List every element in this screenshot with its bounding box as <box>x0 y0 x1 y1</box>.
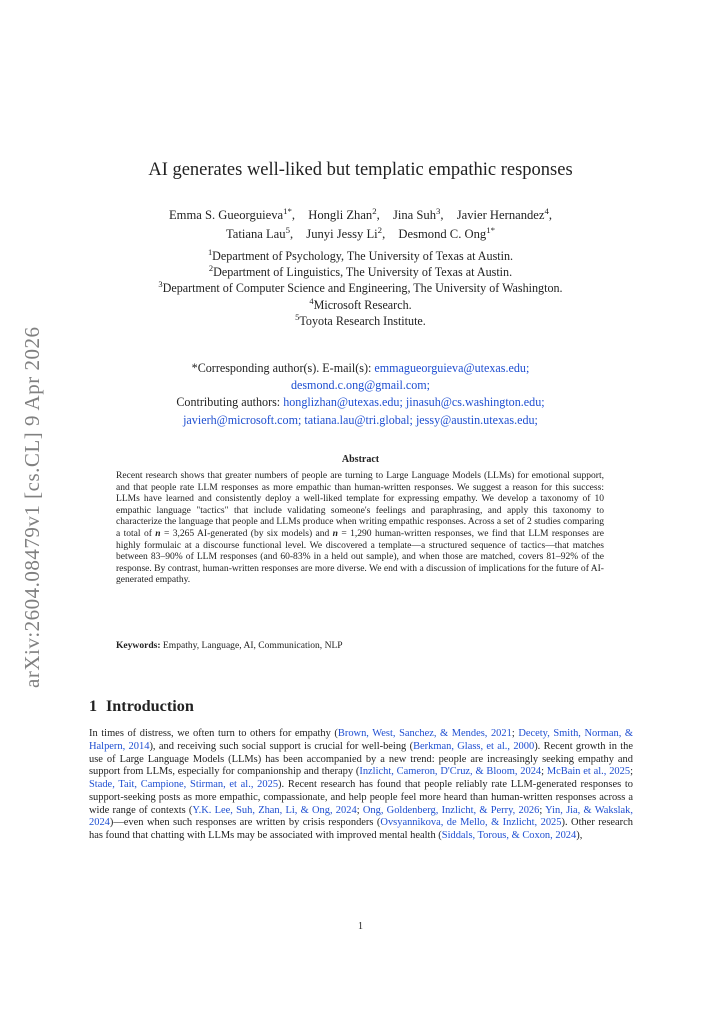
citation-link[interactable]: Yin, Jia, & Wakslak, 2024 <box>89 804 633 829</box>
email-link[interactable]: tatiana.lau@tri.global; <box>304 412 413 427</box>
abstract-heading: Abstract <box>341 454 380 465</box>
affiliation: $^2$Department of Linguistics, The University of Texas at Austin. <box>208 263 513 280</box>
affiliation: $^3$Department of Computer Science and Engineering, The University of Washington. <box>158 279 563 296</box>
citation-link[interactable]: Y.K. Lee, Suh, Zhan, Li, & Ong, 2024 <box>192 804 357 816</box>
citation-link[interactable]: Inzlicht, Cameron, D'Cruz, & Bloom, 2024 <box>359 766 542 778</box>
section-heading: 1 Introduction <box>89 697 194 715</box>
author: Jina Suh$^3$ <box>392 205 441 222</box>
author: Junyi Jessy Li$^2$ <box>306 224 383 241</box>
abstract-body: Recent research shows that greater numbers of people are turning to Large Language Models (LLMs) for emotional support, and that people rate LLM responses as more empathic than human-written responses. We suggest a reason for this success: LLMs have learned and consistently deploy a well-liked template for expressing empathy. We develop a taxonomy of 10 empathic language "tactics" that include validating someone's feelings and paraphrasing, and apply this taxonomy to characterize the language that people and LLMs produce when writing empathic responses. Across a set of 2 studies comparing a total of n = 3,265 AI-generated (by six models) and n = 1,290 human-written responses, we find that LLM responses are highly formulaic at a discourse functional level. We discovered a template—a structured sequence of tactics—that matches between 83–90% of LLM responses (and 60-83% in a held out sample), and when those are matched, covers 81–92% of the response. By contrast, human-written responses are more diverse. We end with a discussion of implications for the future of AI-generated empathy. <box>116 470 604 586</box>
citation-link[interactable]: Ovsyannikova, de Mello, & Inzlicht, 2025 <box>380 817 562 829</box>
corresponding-label: *Corresponding author(s). E-mail(s): <box>191 361 375 375</box>
author: Emma S. Gueorguieva$^{1*}$ <box>168 205 292 222</box>
author: Desmond C. Ong$^{1*}$ <box>398 224 496 241</box>
email-link[interactable]: jinasuh@cs.washington.edu; <box>405 395 545 410</box>
author: Tatiana Lau$^5$ <box>225 224 290 241</box>
email-link[interactable]: jessy@austin.utexas.edu; <box>415 412 538 427</box>
citation-link[interactable]: Decety, Smith, Norman, & Halpern, 2014 <box>89 728 633 752</box>
page-number: 1 <box>358 921 363 932</box>
keywords-label: Keywords: <box>116 640 161 651</box>
author: Javier Hernandez$^4$ <box>456 205 549 222</box>
authors <box>0 206 721 244</box>
authors-line-2: Tatiana Lau$^5$, Junyi Jessy Li$^2$, Desmond C. Ong$^{1*}$ <box>225 224 496 241</box>
citation-link[interactable]: Siddals, Torous, & Coxon, 2024 <box>441 830 577 841</box>
citation-link[interactable]: Ong, Goldenberg, Inzlicht, & Perry, 2026 <box>362 804 540 816</box>
affiliation: $^5$Toyota Research Institute. <box>295 311 426 328</box>
email-link[interactable]: emmagueorguieva@utexas.edu; <box>374 361 530 375</box>
paper-title: AI generates well-liked but templatic empathic responses <box>148 160 573 180</box>
intro-paragraph: In times of distress, we often turn to others for empathy (Brown, West, Sanchez, & Mendes, 2021; Decety, Smith, Norman, & Halpern, 2014), and receiving such social support is crucial for well-being (Berkman, Glass, et al., 2000). Recent growth in the use of Large Language Models (LLMs) has been accompanied by a new trend: people are increasingly seeking empathy and support from LLMs, especially for companionship and therapy (Inzlicht, Cameron, D'Cruz, & Bloom, 2024; McBain et al., 2025; Stade, Tait, Campione, Stirman, et al., 2025). Recent research has found that people reliably rate LLM-generated responses to support-seeking posts as more empathic, compassionate, and help people feel more heard than human-written responses across a wide range of contexts (Y.K. Lee, Suh, Zhan, Li, & Ong, 2024; Ong, Goldenberg, Inzlicht, & Perry, 2026; Yin, Jia, & Wakslak, 2024)—even when such responses are written by crisis responders (Ovsyannikova, de Mello, & Inzlicht, 2025). Other research has found that chatting with LLMs may be associated with improved mental health (Siddals, Torous, & Coxon, 2024), <box>89 728 634 841</box>
contributing-label: Contributing authors: <box>176 395 284 410</box>
authors-line-1: Emma S. Gueorguieva$^{1*}$, Hongli Zhan$^2$, Jina Suh$^3$, Javier Hernandez$^4$, <box>168 205 553 222</box>
keywords: Keywords: Empathy, Language, AI, Communication, NLP <box>116 640 343 651</box>
email-link[interactable]: desmond.c.ong@gmail.com; <box>290 378 431 393</box>
citation-link[interactable]: Stade, Tait, Campione, Stirman, et al., 2025 <box>89 779 279 790</box>
contact-emails <box>0 360 721 429</box>
affiliations <box>0 248 721 329</box>
arxiv-stamp: arXiv:2604.08479v1 [cs.CL] 9 Apr 2026 <box>20 326 44 688</box>
citation-link[interactable]: Brown, West, Sanchez, & Mendes, 2021 <box>337 728 512 739</box>
citation-link[interactable]: Berkman, Glass, et al., 2000 <box>413 740 535 752</box>
author: Hongli Zhan$^2$ <box>308 205 377 222</box>
email-link[interactable]: honglizhan@utexas.edu; <box>283 395 403 410</box>
email-link[interactable]: javierh@microsoft.com; <box>183 412 302 427</box>
affiliation: $^1$Department of Psychology, The University of Texas at Austin. <box>207 246 514 263</box>
corresponding-line <box>0 360 721 377</box>
affiliation: $^4$Microsoft Research. <box>309 295 412 312</box>
citation-link[interactable]: McBain et al., 2025 <box>546 766 631 778</box>
contributing-line <box>0 394 721 411</box>
